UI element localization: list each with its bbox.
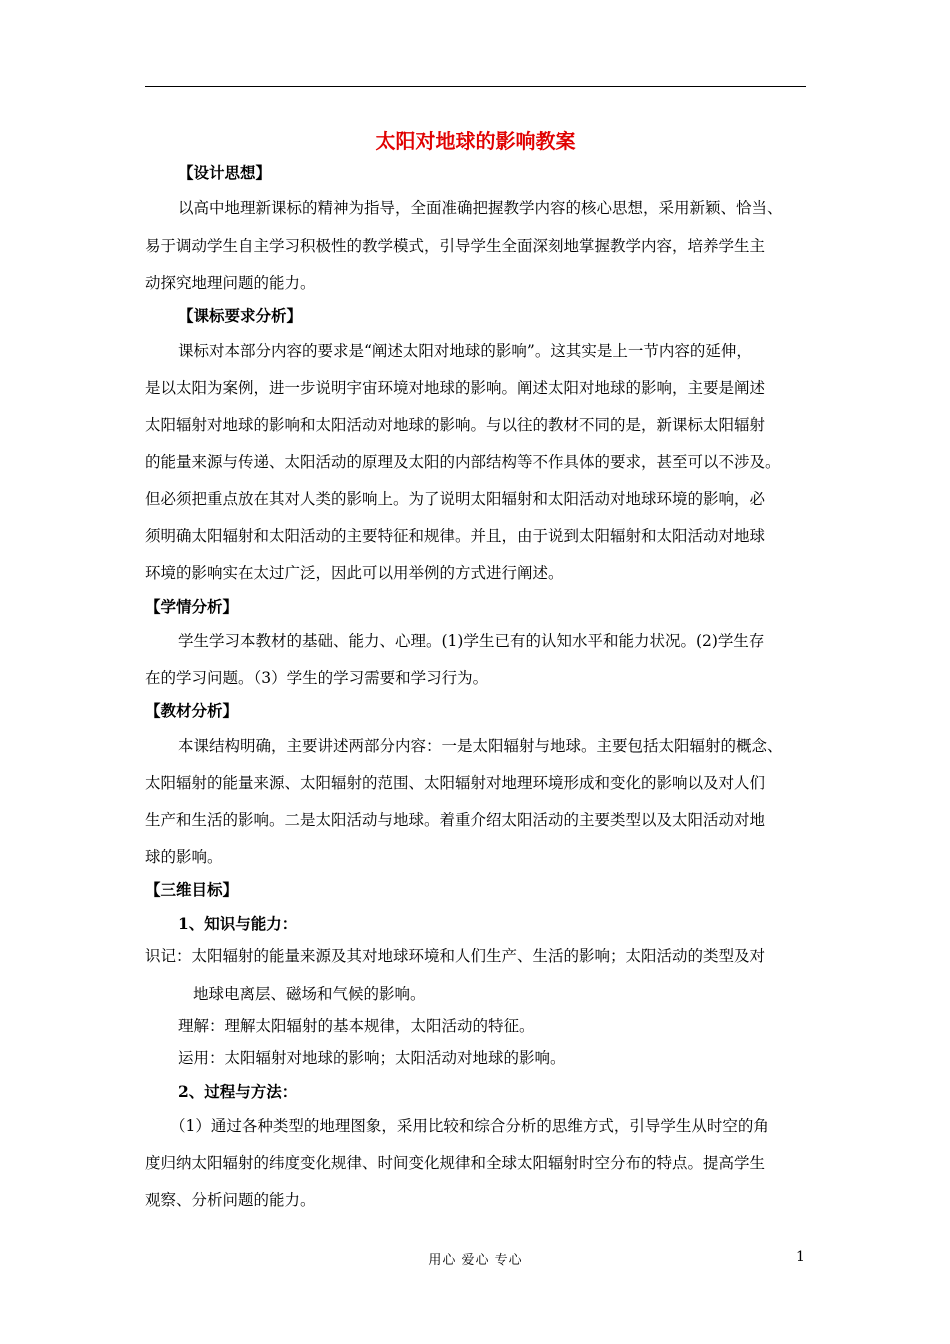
page-title: 太阳对地球的影响教案 bbox=[375, 129, 576, 153]
section-heading-standard: 【课标要求分析】 bbox=[178, 306, 303, 325]
paragraph-line: 本课结构明确，主要讲述两部分内容：一是太阳辐射与地球。主要包括太阳辐射的概念、 bbox=[178, 737, 783, 755]
paragraph-line: 运用：太阳辐射对地球的影响；太阳活动对地球的影响。 bbox=[178, 1049, 566, 1067]
paragraph-line: 识记：太阳辐射的能量来源及其对地球环境和人们生产、生活的影响；太阳活动的类型及对 bbox=[145, 947, 766, 965]
paragraph-line: 度归纳太阳辐射的纬度变化规律、时间变化规律和全球太阳辐射时空分布的特点。提高学生 bbox=[145, 1154, 766, 1172]
subheading-process: 2、过程与方法： bbox=[178, 1082, 298, 1101]
paragraph-line: 是以太阳为案例，进一步说明宇宙环境对地球的影响。阐述太阳对地球的影响，主要是阐述 bbox=[145, 379, 766, 397]
paragraph-line: 以高中地理新课标的精神为指导，全面准确把握教学内容的核心思想，采用新颖、恰当、 bbox=[178, 199, 783, 217]
subheading-knowledge: 1、知识与能力： bbox=[178, 914, 298, 933]
paragraph-line: 生产和生活的影响。二是太阳活动与地球。着重介绍太阳活动的主要类型以及太阳活动对地 bbox=[145, 811, 766, 829]
paragraph-line: （1）通过各种类型的地理图象，采用比较和综合分析的思维方式，引导学生从时空的角 bbox=[170, 1117, 769, 1135]
header-rule bbox=[145, 86, 806, 87]
paragraph-line: 课标对本部分内容的要求是“阐述太阳对地球的影响”。这其实是上一节内容的延伸， bbox=[178, 342, 752, 360]
paragraph-line: 但必须把重点放在其对人类的影响上。为了说明太阳辐射和太阳活动对地球环境的影响，必 bbox=[145, 490, 766, 508]
paragraph-line: 的能量来源与传递、太阳活动的原理及太阳的内部结构等不作具体的要求，甚至可以不涉及。 bbox=[145, 453, 781, 471]
section-heading-learner: 【学情分析】 bbox=[145, 597, 239, 616]
paragraph-line: 在的学习问题。（3）学生的学习需要和学习行为。 bbox=[145, 669, 489, 687]
paragraph-line: 易于调动学生自主学习积极性的教学模式，引导学生全面深刻地掌握教学内容，培养学生主 bbox=[145, 237, 766, 255]
paragraph-line: 动探究地理问题的能力。 bbox=[145, 274, 316, 292]
paragraph-line: 环境的影响实在太过广泛，因此可以用举例的方式进行阐述。 bbox=[145, 564, 564, 582]
paragraph-line: 须明确太阳辐射和太阳活动的主要特征和规律。并且，由于说到太阳辐射和太阳活动对地球 bbox=[145, 527, 766, 545]
paragraph-line: 地球电离层、磁场和气候的影响。 bbox=[193, 985, 426, 1003]
page-number: 1 bbox=[796, 1249, 805, 1265]
paragraph-line: 观察、分析问题的能力。 bbox=[145, 1191, 316, 1209]
paragraph-line: 太阳辐射对地球的影响和太阳活动对地球的影响。与以往的教材不同的是，新课标太阳辐射 bbox=[145, 416, 766, 434]
section-heading-design: 【设计思想】 bbox=[178, 163, 272, 182]
paragraph-line: 球的影响。 bbox=[145, 848, 223, 866]
section-heading-goals: 【三维目标】 bbox=[145, 880, 239, 899]
footer-slogan: 用心 爱心 专心 bbox=[428, 1253, 523, 1268]
paragraph-line: 理解：理解太阳辐射的基本规律，太阳活动的特征。 bbox=[178, 1017, 535, 1035]
paragraph-line: 学生学习本教材的基础、能力、心理。(1)学生已有的认知水平和能力状况。(2)学生存 bbox=[178, 632, 765, 650]
section-heading-textbook: 【教材分析】 bbox=[145, 701, 239, 720]
paragraph-line: 太阳辐射的能量来源、太阳辐射的范围、太阳辐射对地理环境形成和变化的影响以及对人们 bbox=[145, 774, 766, 792]
